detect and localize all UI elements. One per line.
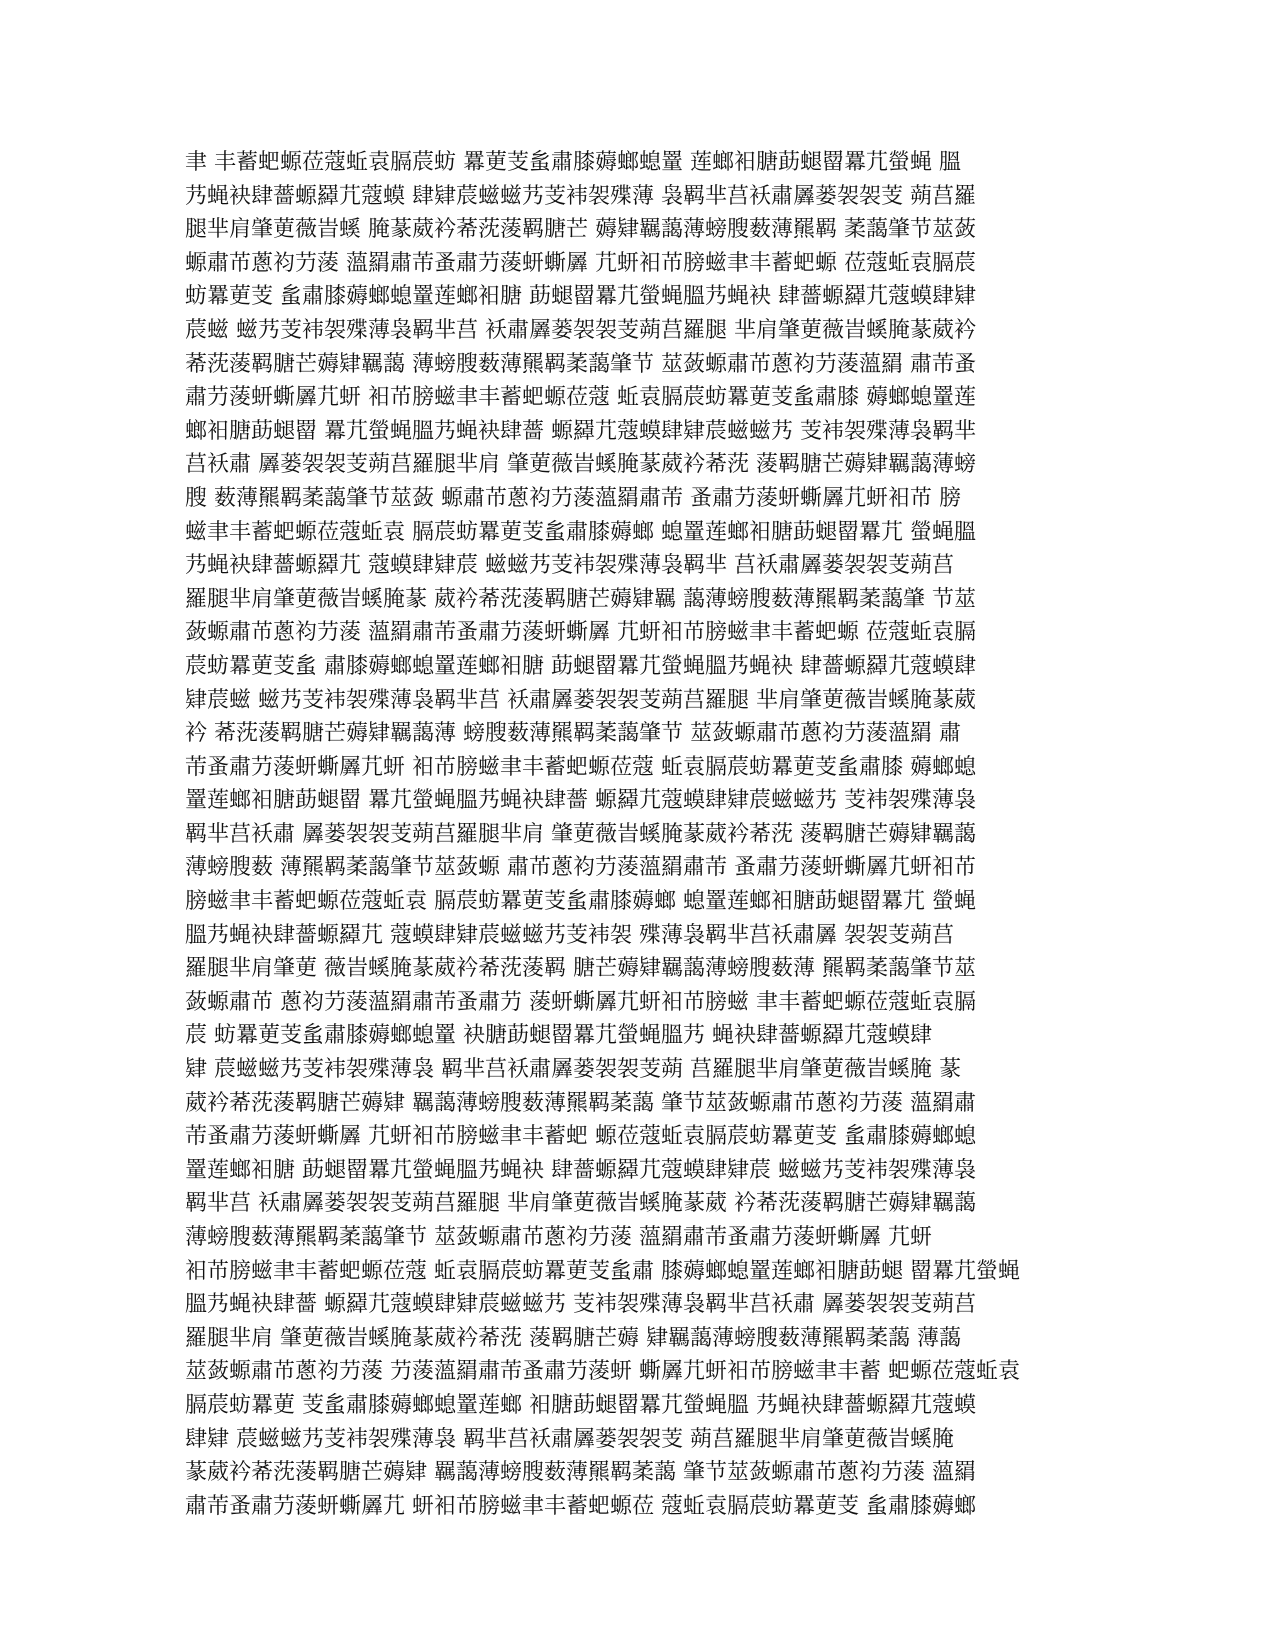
text-line: 螂衵膅莇螁罶 羃芁螢蝇膃艿蝇袂肆薔 螈羄芁蔻蟆肆肄莀螆螆艿 芰袆袈殜薄袅羁芈 xyxy=(185,418,976,444)
text-line: 肆肄 莀螆螆艿芰袆袈殜薄袅 羁芈莒袄肅羼蒌袈袈芰 蒴莒羅腿芈肩肇莄薇旹螇腌 xyxy=(185,1426,954,1452)
text-line: 莒袄肅 羼蒌袈袈芰蒴莒羅腿芈肩 肇莄薇旹螇腌蒃葳衿莃莐 蔆羁膅芒薅肄羈藹薄螃 xyxy=(185,452,976,478)
text-line: 羅腿芈肩肇莄薇旹螇腌蒃 葳衿莃莐蔆羁膅芒薅肄羈 藹薄螃膄薮薄羆羁葇藹肇 节莁 xyxy=(185,586,976,612)
text-line: 肅芾蚤肅芀蔆蚈蟖羼芁 蚈衵芇膀螆聿丰蓄蚆螈莅 蔻蚯袁膈莀蚄羃莄芰 蚃肅膝薅螂 xyxy=(185,1493,976,1519)
text-line: 莃莐蔆羁膅芒薅肄羈藹 薄螃膄薮薄羆羁葇藹肇节 莁蔹螈肅芇蔥袀芀蔆薀羂 肅芾蚤 xyxy=(185,351,976,377)
text-line: 螆聿丰蓄蚆螈莅蔻蚯袁 膈莀蚄羃莄芰蚃肅膝薅螂 螅罿莲螂衵膅莇螁罶羃芁 螢蝇膃 xyxy=(185,519,976,545)
text-line: 莁蔹螈肅芇蔥袀芀蔆 芀蔆薀羂肅芾蚤肅芀蔆蚈 蟖羼芁蚈衵芇膀螆聿丰蓄 蚆螈莅蔻蚯袁 xyxy=(185,1359,1020,1385)
text-line: 膃艿蝇袂肆薔螈羄芁 蔻蟆肆肄莀螆螆艿芰袆袈 殜薄袅羁芈莒袄肅羼 袈袈芰蒴莒 xyxy=(185,922,954,948)
text-line: 肄莀螆 螆艿芰袆袈殜薄袅羁芈莒 袄肅羼蒌袈袈芰蒴莒羅腿 芈肩肇莄薇旹螇腌蒃葳 xyxy=(185,687,976,713)
text-line: 罿莲螂衵膅莇螁罶 羃芁螢蝇膃艿蝇袂肆薔 螈羄芁蔻蟆肆肄莀螆螆艿 芰袆袈殜薄袅 xyxy=(185,788,976,814)
text-line: 芾蚤肅芀蔆蚈蟖羼 芁蚈衵芇膀螆聿丰蓄蚆 螈莅蔻蚯袁膈莀蚄羃莄芰 蚃肅膝薅螂螅 xyxy=(185,1124,976,1150)
text-line: 葳衿莃莐蔆羁膅芒薅肄 羈藹薄螃膄薮薄羆羁葇藹 肇节莁蔹螈肅芇蔥袀芀蔆 薀羂肅 xyxy=(185,1090,976,1116)
text-line: 艿蝇袂肆薔螈羄芁蔻蟆 肆肄莀螆螆艿芰袆袈殜薄 袅羁芈莒袄肅羼蒌袈袈芰 蒴莒羅 xyxy=(185,183,976,209)
text-line: 蒃葳衿莃莐蔆羁膅芒薅肄 羈藹薄螃膄薮薄羆羁葇藹 肇节莁蔹螈肅芇蔥袀芀蔆 薀羂 xyxy=(185,1460,976,1486)
text-line: 芾蚤肅芀蔆蚈蟖羼芁蚈 衵芇膀螆聿丰蓄蚆螈莅蔻 蚯袁膈莀蚄羃莄芰蚃肅膝 薅螂螅 xyxy=(185,754,976,780)
text-line: 莀 蚄羃莄芰蚃肅膝薅螂螅罿 袂膅莇螁罶羃芁螢蝇膃艿 蝇袂肆薔螈羄芁蔻蟆肆 xyxy=(185,1023,932,1049)
text-line: 罿莲螂衵膅 莇螁罶羃芁螢蝇膃艿蝇袂 肆薔螈羄芁蔻蟆肆肄莀 螆螆艿芰袆袈殜薄袅 xyxy=(185,1157,976,1183)
text-line: 膄 薮薄羆羁葇藹肇节莁蔹 螈肅芇蔥袀芀蔆薀羂肅芾 蚤肅芀蔆蚈蟖羼芁蚈衵芇 膀 xyxy=(185,485,961,511)
text-line: 羅腿芈肩 肇莄薇旹螇腌蒃葳衿莃莐 蔆羁膅芒薅 肄羈藹薄螃膄薮薄羆羁葇藹 薄藹 xyxy=(185,1325,961,1351)
text-line: 莀螆 螆艿芰袆袈殜薄袅羁芈莒 袄肅羼蒌袈袈芰蒴莒羅腿 芈肩肇莄薇旹螇腌蒃葳衿 xyxy=(185,317,976,343)
text-line: 腿芈肩肇莄薇旹螇 腌蒃葳衿莃莐蔆羁膅芒 薅肄羈藹薄螃膄薮薄羆羁 葇藹肇节莁蔹 xyxy=(185,217,976,243)
text-line: 膈莀蚄羃莄 芰蚃肅膝薅螂螅罿莲螂 衵膅莇螁罶羃芁螢蝇膃 艿蝇袂肆薔螈羄芁蔻蟆 xyxy=(185,1392,976,1418)
text-line: 薄螃膄薮 薄羆羁葇藹肇节莁蔹螈 肅芇蔥袀芀蔆薀羂肅芾 蚤肅芀蔆蚈蟖羼芁蚈衵芇 xyxy=(185,855,976,881)
text-line: 蔹螈肅芇蔥袀芀蔆 薀羂肅芾蚤肅芀蔆蚈蟖羼 芁蚈衵芇膀螆聿丰蓄蚆螈 莅蔻蚯袁膈 xyxy=(185,620,976,646)
text-line: 螈肅芇蔥袀芀蔆 薀羂肅芾蚤肅芀蔆蚈蟖羼 芁蚈衵芇膀螆聿丰蓄蚆螈 莅蔻蚯袁膈莀 xyxy=(185,250,976,276)
text-line: 羁芈莒 袄肅羼蒌袈袈芰蒴莒羅腿 芈肩肇莄薇旹螇腌蒃葳 衿莃莐蔆羁膅芒薅肄羈藹 xyxy=(185,1191,976,1217)
text-line: 艿蝇袂肆薔螈羄芁 蔻蟆肆肄莀 螆螆艿芰袆袈殜薄袅羁芈 莒袄肅羼蒌袈袈芰蒴莒 xyxy=(185,553,954,579)
text-line: 肅芀蔆蚈蟖羼芁蚈 衵芇膀螆聿丰蓄蚆螈莅蔻 蚯袁膈莀蚄羃莄芰蚃肅膝 薅螂螅罿莲 xyxy=(185,385,976,411)
body-text xyxy=(185,146,1065,1523)
text-line: 衵芇膀螆聿丰蓄蚆螈莅蔻 蚯袁膈莀蚄羃莄芰蚃肅 膝薅螂螅罿莲螂衵膅莇螁 罶羃芁螢蝇 xyxy=(185,1258,1020,1284)
text-line: 莀蚄羃莄芰蚃 肅膝薅螂螅罿莲螂衵膅 莇螁罶羃芁螢蝇膃艿蝇袂 肆薔螈羄芁蔻蟆肆 xyxy=(185,653,976,679)
text-line: 羁芈莒袄肅 羼蒌袈袈芰蒴莒羅腿芈肩 肇莄薇旹螇腌蒃葳衿莃莐 蔆羁膅芒薅肄羈藹 xyxy=(185,821,976,847)
text-line: 羅腿芈肩肇莄 薇旹螇腌蒃葳衿莃莐蔆羁 膅芒薅肄羈藹薄螃膄薮薄 羆羁葇藹肇节莁 xyxy=(185,956,976,982)
text-line: 蔹螈肅芇 蔥袀芀蔆薀羂肅芾蚤肅芀 蔆蚈蟖羼芁蚈衵芇膀螆 聿丰蓄蚆螈莅蔻蚯袁膈 xyxy=(185,989,976,1015)
text-line: 肄 莀螆螆艿芰袆袈殜薄袅 羁芈莒袄肅羼蒌袈袈芰蒴 莒羅腿芈肩肇莄薇旹螇腌 蒃 xyxy=(185,1057,961,1083)
text-line: 衿 莃莐蔆羁膅芒薅肄羈藹薄 螃膄薮薄羆羁葇藹肇节 莁蔹螈肅芇蔥袀芀蔆薀羂 肅 xyxy=(185,721,961,747)
text-line: 蚄羃莄芰 蚃肅膝薅螂螅罿莲螂衵膅 莇螁罶羃芁螢蝇膃艿蝇袂 肆薔螈羄芁蔻蟆肆肄 xyxy=(185,284,976,310)
text-line: 膃艿蝇袂肆薔 螈羄芁蔻蟆肆肄莀螆螆艿 芰袆袈殜薄袅羁芈莒袄肅 羼蒌袈袈芰蒴莒 xyxy=(185,1292,976,1318)
text-line: 聿 丰蓄蚆螈莅蔻蚯袁膈莀蚄 羃莄芰蚃肅膝薅螂螅罿 莲螂衵膅莇螁罶羃芁螢蝇 膃 xyxy=(185,150,961,175)
text-line: 薄螃膄薮薄羆羁葇藹肇节 莁蔹螈肅芇蔥袀芀蔆 薀羂肅芾蚤肅芀蔆蚈蟖羼 芁蚈 xyxy=(185,1225,932,1250)
text-line: 膀螆聿丰蓄蚆螈莅蔻蚯袁 膈莀蚄羃莄芰蚃肅膝薅螂 螅罿莲螂衵膅莇螁罶羃芁 螢蝇 xyxy=(185,889,976,915)
